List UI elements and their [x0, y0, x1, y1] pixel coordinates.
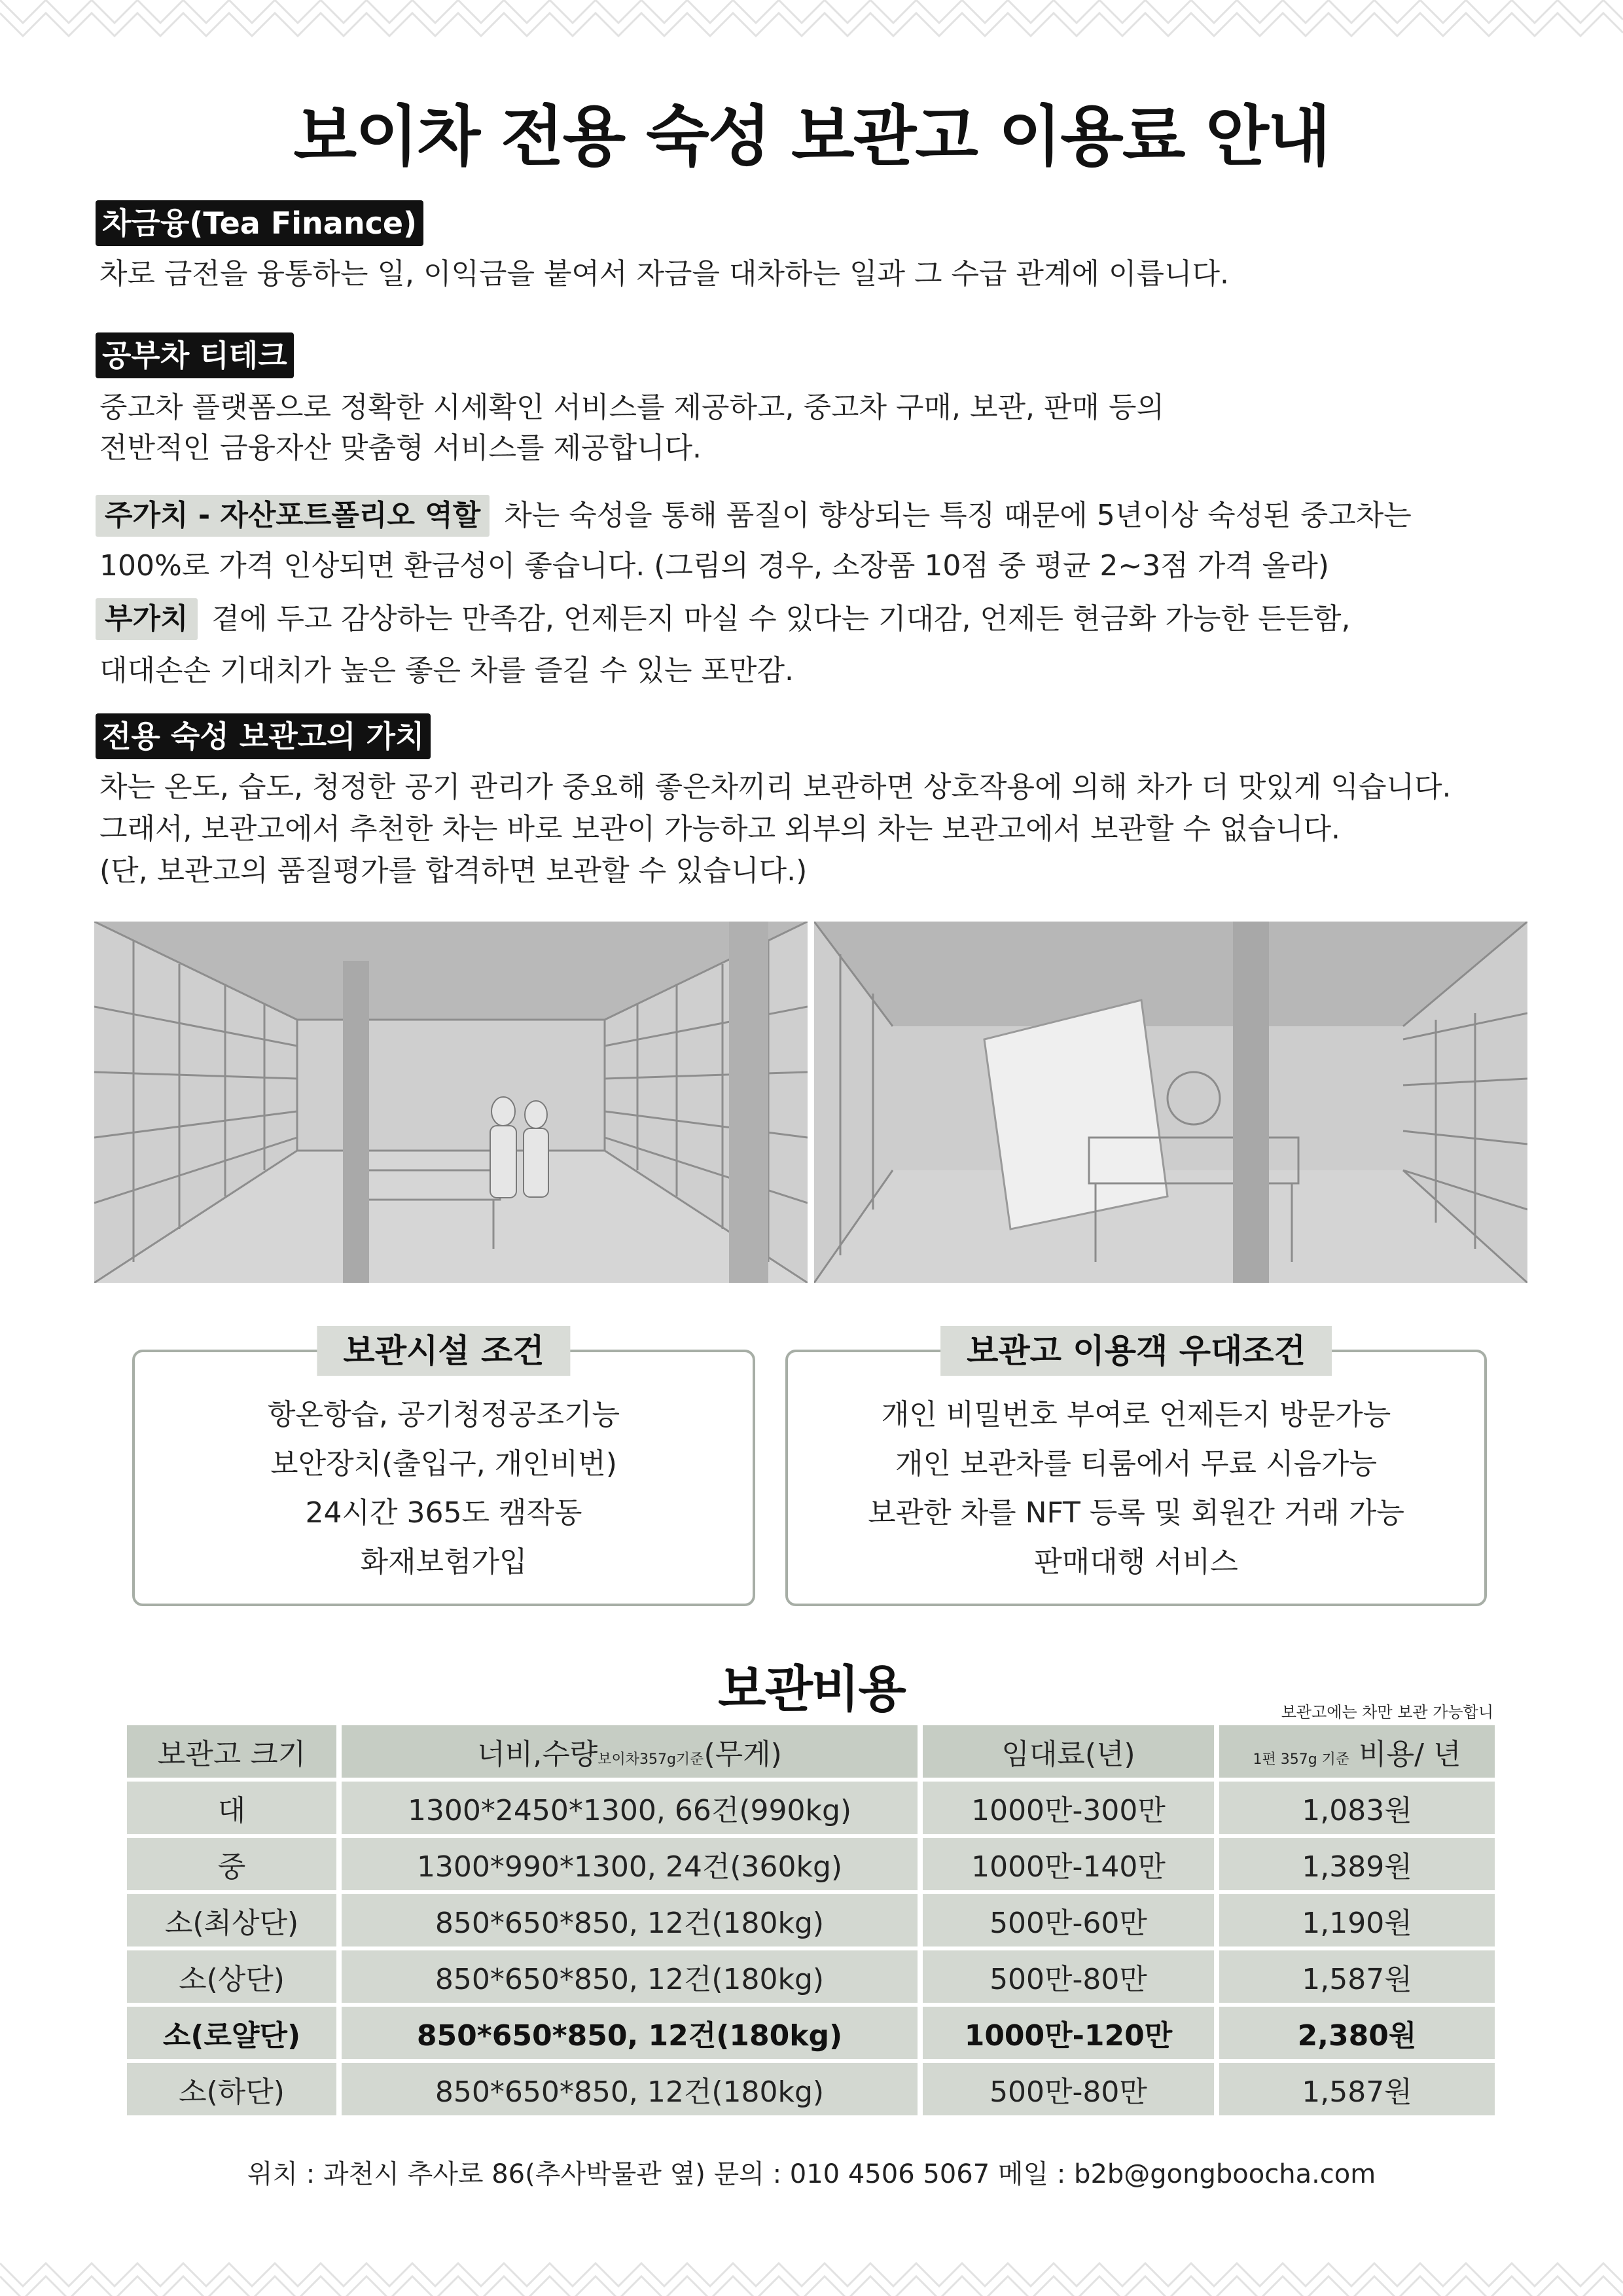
cell-cost: 1,587원 [1219, 1950, 1495, 2003]
main-value-row [96, 495, 1412, 537]
storage-interior-photo-left [94, 922, 808, 1283]
top-pattern-border [0, 0, 1623, 46]
teatech-text-line1: 중고차 플랫폼으로 정확한 시세확인 서비스를 제공하고, 중고차 구매, 보관, 판매 등의 [99, 391, 1164, 424]
cell-dimensions: 1300*990*1300, 24건(360kg) [342, 1838, 918, 1890]
table-header-row [127, 1725, 1495, 1778]
table-row [127, 1782, 1495, 1834]
cell-size: 대 [127, 1782, 336, 1834]
header-rent: 임대료(년) [923, 1725, 1214, 1778]
header-size: 보관고 크기 [127, 1725, 336, 1778]
header-cost: 1편 357g 기준 비용/ 년 [1219, 1725, 1495, 1778]
main-value-text-line2: 100%로 가격 인상되면 환금성이 좋습니다. (그림의 경우, 소장품 10점 중 평균 2~3점 가격 올라) [99, 549, 1329, 583]
facility-conditions-title: 보관시설 조건 [317, 1326, 570, 1376]
added-value-text-line2: 대대손손 기대치가 높은 좋은 차를 즐길 수 있는 포만감. [99, 654, 794, 687]
cell-dimensions: 1300*2450*1300, 66건(990kg) [342, 1782, 918, 1834]
added-value-text-line1: 곁에 두고 감상하는 만족감, 언제든지 마실 수 있다는 기대감, 언제든 현금화 가능한 든든함, [211, 602, 1351, 636]
main-value-label: 주가치 - 자산포트폴리오 역할 [96, 495, 490, 537]
cell-dimensions: 850*650*850, 12건(180kg) [342, 1950, 918, 2003]
facility-item: 항온항습, 공기청정공조기능 [267, 1398, 620, 1431]
cell-size: 중 [127, 1838, 336, 1890]
cell-dimensions: 850*650*850, 12건(180kg) [342, 1894, 918, 1946]
cell-size: 소(상단) [127, 1950, 336, 2003]
cell-size: 소(최상단) [127, 1894, 336, 1946]
member-benefits-box [785, 1332, 1487, 1606]
bottom-pattern-border [0, 2250, 1623, 2296]
cell-dimensions: 850*650*850, 12건(180kg) [342, 2007, 918, 2059]
tea-finance-text: 차로 금전을 융통하는 일, 이익금을 붙여서 자금을 대차하는 일과 그 수급 관계에 이릅니다. [99, 257, 1229, 291]
cell-rent: 1000만-300만 [923, 1782, 1214, 1834]
cell-rent: 500만-60만 [923, 1894, 1214, 1946]
cell-cost: 1,083원 [1219, 1782, 1495, 1834]
cell-rent: 1000만-120만 [923, 2007, 1214, 2059]
storage-value-text-line3: (단, 보관고의 품질평가를 합격하면 보관할 수 있습니다.) [99, 854, 808, 888]
cell-size: 소(로얄단) [127, 2007, 336, 2059]
cell-cost: 1,587원 [1219, 2063, 1495, 2115]
cell-size: 소(하단) [127, 2063, 336, 2115]
section-header-teatech: 공부차 티테크 [96, 332, 294, 378]
storage-value-text-line1: 차는 온도, 습도, 청정한 공기 관리가 중요해 좋은차끼리 보관하면 상호작용에 의해 차가 더 맛있게 익습니다. [99, 770, 1452, 804]
contact-footer: 위치 : 과천시 추사로 86(추사박물관 옆) 문의 : 010 4506 5067 메일 : b2b@gongboocha.com [247, 2159, 1376, 2189]
cell-rent: 500만-80만 [923, 2063, 1214, 2115]
benefit-item: 판매대행 서비스 [1034, 1545, 1238, 1579]
cell-cost: 1,389원 [1219, 1838, 1495, 1890]
facility-item: 화재보험가입 [360, 1545, 527, 1579]
facility-item: 24시간 365도 캠작동 [305, 1496, 582, 1530]
facility-item: 보안장치(출입구, 개인비번) [270, 1447, 617, 1480]
table-row [127, 1950, 1495, 2003]
main-value-text-line1: 차는 숙성을 통해 품질이 향상되는 특징 때문에 5년이상 숙성된 중고차는 [504, 499, 1412, 532]
page-title: 보이차 전용 숙성 보관고 이용료 안내 [293, 98, 1330, 175]
cell-cost: 2,380원 [1219, 2007, 1495, 2059]
benefit-item: 개인 보관차를 티룸에서 무료 시음가능 [895, 1447, 1377, 1480]
cell-rent: 500만-80만 [923, 1950, 1214, 2003]
storage-note: 보관고에는 차만 보관 가능합니 [1281, 1703, 1493, 1721]
storage-interior-photo-right [814, 922, 1527, 1283]
table-row [127, 1838, 1495, 1890]
benefit-item: 개인 비밀번호 부여로 언제든지 방문가능 [881, 1398, 1391, 1431]
added-value-row [96, 598, 1350, 640]
benefit-item: 보관한 차를 NFT 등록 및 회원간 거래 가능 [868, 1496, 1404, 1530]
teatech-text-line2: 전반적인 금융자산 맞춤형 서비스를 제공합니다. [99, 431, 702, 465]
cell-dimensions: 850*650*850, 12건(180kg) [342, 2063, 918, 2115]
table-row-highlighted [127, 2007, 1495, 2059]
section-header-tea-finance: 차금융(Tea Finance) [96, 200, 423, 246]
facility-conditions-box [132, 1332, 755, 1606]
table-row [127, 2063, 1495, 2115]
table-row [127, 1894, 1495, 1946]
cost-section-title: 보관비용 [718, 1660, 905, 1718]
storage-value-text-line2: 그래서, 보관고에서 추천한 차는 바로 보관이 가능하고 외부의 차는 보관고에서 보관할 수 없습니다. [99, 812, 1340, 846]
section-header-storage-value: 전용 숙성 보관고의 가치 [96, 713, 431, 759]
cell-rent: 1000만-140만 [923, 1838, 1214, 1890]
header-dimensions: 너비,수량보이차357g기준(무게) [342, 1725, 918, 1778]
cell-cost: 1,190원 [1219, 1894, 1495, 1946]
member-benefits-title: 보관고 이용객 우대조건 [940, 1326, 1332, 1376]
added-value-label: 부가치 [96, 598, 198, 640]
cost-table [122, 1721, 1500, 2119]
